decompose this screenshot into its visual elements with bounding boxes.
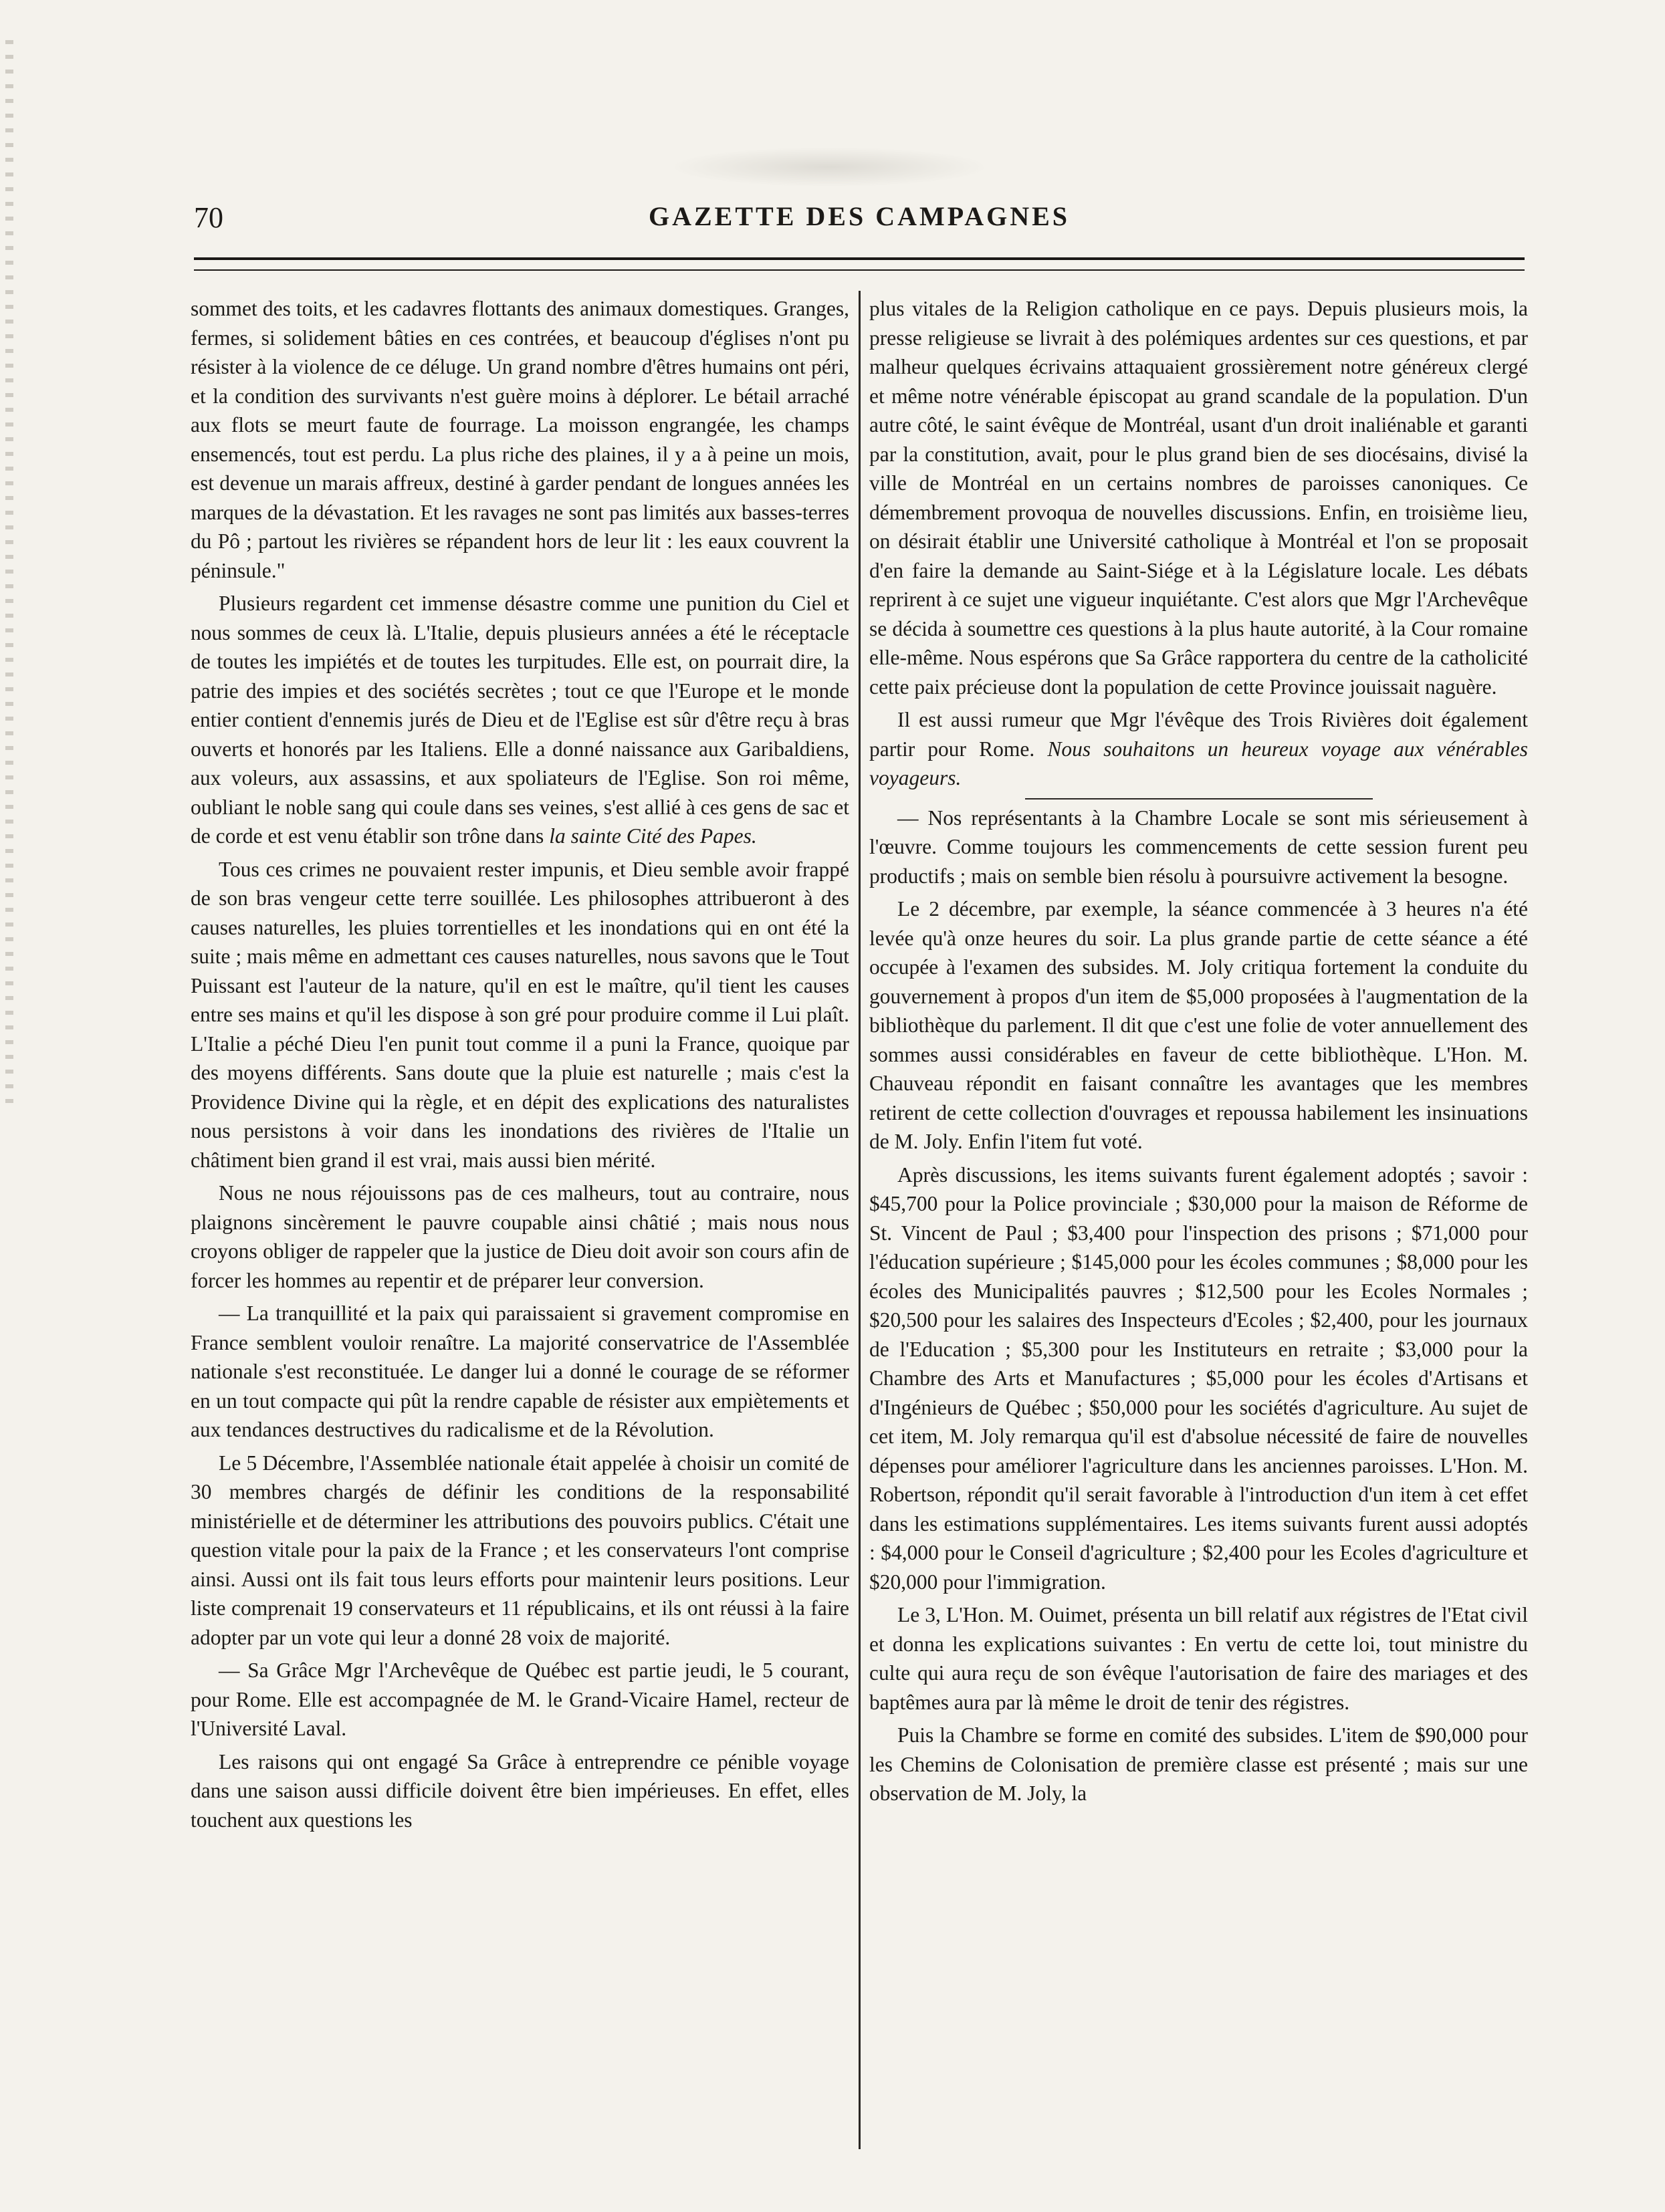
- news-item: — Nos représentants à la Chambre Locale se sont mis sérieusement à l'œuvre. Comme toujours les commencements de cette session furent peu productifs ; mais on semble bien résolu à poursuivre activement la besogne.: [869, 806, 1528, 888]
- paragraph-text: Il est aussi rumeur que Mgr l'évêque des Trois Rivières doit également partir pour Rome.: [869, 708, 1528, 761]
- column-rule: [859, 291, 861, 2149]
- article-paragraph: Puis la Chambre se forme en comité des subsides. L'item de $90,000 pour les Chemins de Colonisation de première classe est présenté ; mais sur une observation de M. Joly, la: [869, 1723, 1528, 1805]
- article-paragraph: [869, 705, 1528, 793]
- article-paragraph: Tous ces crimes ne pouvaient rester impunis, et Dieu semble avoir frappé de son bras vengeur cette terre souillée. Les philosophes attribueront à des causes naturelles, les pluies torrentielles et les inondations qui en ont été la suite ; mais même en admettant ces causes naturelles, nous savons que le Tout Puissant est l'auteur de la nature, qu'il en est le maître, qu'il tient les causes entre ses mains et qu'il les dispose à son gré pour produire comme il Lui plaît. L'Italie a péché Dieu l'en punit tout comme il a puni la France, quoique par des moyens différents. Sans doute que la pluie est naturelle ; mais c'est la Providence Divine qui la règle, et en dépit des explications des naturalistes nous persistons à voir dans les inondations des rivières de l'Italie un châtiment bien grand il est vrai, mais aussi bien mérité.: [191, 857, 849, 1172]
- page-number: 70: [194, 201, 223, 234]
- left-column: [191, 294, 849, 2179]
- article-paragraph: Le 5 Décembre, l'Assemblée nationale était appelée à choisir un comité de 30 membres chargés de définir les conditions de la responsabilité ministérielle et de déterminer les attributions des pouvoirs publics. C'était une question vitale pour la paix de la France ; et les conservateurs l'ont comprise ainsi. Aussi ont ils fait tous leurs efforts pour maintenir leurs positions. Leur liste comprenait 19 conservateurs et 11 républicains, et ils ont réussi à la faire adopter par un vote qui leur a donné 28 voix de majorité.: [191, 1451, 849, 1649]
- article-paragraph: Le 2 décembre, par exemple, la séance commencée à 3 heures n'a été levée qu'à onze heures du soir. La plus grande partie de cette séance a été occupée à l'examen des subsides. M. Joly critiqua fortement la conduite du gouvernement à propos d'un item de $5,000 proposées à l'augmentation de la bibliothèque du parlement. Il dit que c'est une folie de voter annuellement des sommes aussi considérables en faveur de cette bibliothèque. L'Hon. M. Chauveau répondit en faisant connaître les avantages que les membres retirent de cette collection d'ouvrages et repoussa habilement les insinuations de M. Joly. Enfin l'item fut voté.: [869, 897, 1528, 1153]
- news-item: — Sa Grâce Mgr l'Archevêque de Québec est partie jeudi, le 5 courant, pour Rome. Elle est accompagnée de M. le Grand-Vicaire Hamel, recteur de l'Université Laval.: [191, 1658, 849, 1740]
- article-paragraph: Après discussions, les items suivants furent également adoptés ; savoir : $45,700 pour la Police provinciale ; $30,000 pour la maison de Réforme de St. Vincent de Paul ; $3,400 pour l'inspection des prisons ; $71,000 pour l'éducation supérieure ; $145,000 pour les écoles communes ; $8,000 pour les écoles des Municipalités pauvres ; $12,500 pour les Ecoles Normales ; $20,500 pour les salaires des Inspecteurs d'Ecoles ; $2,400, pour les journaux de l'Education ; $5,300 pour les Instituteurs en retraite ; $3,000 pour la Chambre des Arts et Manufactures ; $5,000 pour les écoles d'Artisans et d'Ingénieurs de Québec ; $50,000 pour les sociétés d'agriculture. Au sujet de cet item, M. Joly remarqua qu'il est d'absolue nécessité de faire de nouvelles dépenses pour améliorer l'agriculture dans les anciennes paroisses. L'Hon. M. Robertson, répondit qu'il serait favorable à l'introduction d'un item à cet effet dans les estimations supplémentaires. Les items suivants furent aussi adoptés : $4,000 pour le Conseil d'agriculture ; $2,400 pour les Ecoles d'agriculture et $20,000 pour l'immigration.: [869, 1162, 1528, 1594]
- italic-phrase: Nous souhaitons un heureux voyage aux vénérables voyageurs.: [869, 737, 1528, 789]
- running-title: GAZETTE DES CAMPAGNES: [648, 201, 1070, 231]
- header-rule: [194, 257, 1525, 271]
- page-header: [194, 201, 1525, 241]
- scan-edge-artifact: [5, 40, 13, 1110]
- article-paragraph: Nous ne nous réjouissons pas de ces malheurs, tout au contraire, nous plaignons sincèrement le pauvre coupable ainsi châtié ; mais nous nous croyons obliger de rappeler que la justice de Dieu doit avoir son cours afin de forcer les hommes au repentir et de préparer leur conversion.: [191, 1181, 849, 1292]
- article-paragraph: plus vitales de la Religion catholique en ce pays. Depuis plusieurs mois, la presse religieuse se livrait à des polémiques ardentes sur ces questions, et par malheur quelques écrivains attaquaient grossièrement notre généreux clergé et même notre vénérable épiscopat au grand scandale de la population. D'un autre côté, le saint évêque de Montréal, usant d'un droit inaliénable et garanti par la constitution, avait, pour le plus grand bien de ses diocésains, divisé la ville de Montréal en un certains nombres de paroisses canoniques. Ce démembrement provoqua de nouvelles discussions. Enfin, en troisième lieu, on désirait établir une Université catholique à Montréal et l'on se proposait d'en faire la demande au Saint-Siége et à la Législature locale. Les débats reprirent à ce sujet une vigueur inquiétante. C'est alors que Mgr l'Archevêque se décida à soumettre ces questions à la plus haute autorité, à la Cour romaine elle-même. Nous espérons que Sa Grâce rapportera du centre de la catholicité cette paix précieuse dont la population de cette Province jouissait naguère.: [869, 297, 1528, 699]
- right-column: [869, 294, 1528, 2179]
- article-paragraph: Le 3, L'Hon. M. Ouimet, présenta un bill relatif aux régistres de l'Etat civil et donna les explications suivantes : En vertu de cette loi, tout ministre du culte qui aura reçu de son évêque l'autorisation de faire des mariages et des baptêmes aura par là même le droit de tenir des régistres.: [869, 1603, 1528, 1714]
- paragraph-text: Plusieurs regardent cet immense désastre comme une punition du Ciel et nous sommes de ceux là. L'Italie, depuis plusieurs années a été le réceptacle de toutes les impiétés et de toutes les turpitudes. Elle est, on pourrait dire, la patrie des impies et des sociétés secrètes ; tout ce que l'Europe et le monde entier contient d'ennemis jurés de Dieu et de l'Eglise est sûr d'être reçu à bras ouverts et honorés par les Italiens. Elle a donné naissance aux Garibaldiens, aux voleurs, aux assassins, et aux spoliateurs de l'Eglise. Son roi même, oubliant le noble sang qui coule dans ses veines, s'est allié à ces gens de sac et de corde et est venu établir son trône dans: [191, 592, 849, 848]
- article-paragraph: Les raisons qui ont engagé Sa Grâce à entreprendre ce pénible voyage dans une saison aussi difficile doivent être bien impérieuses. En effet, elles touchent aux questions les: [191, 1749, 849, 1832]
- news-item: — La tranquillité et la paix qui paraissaient si gravement compromise en France semblent vouloir renaître. La majorité conservatrice de l'Assemblée nationale s'est reconstituée. Le danger lui a donné le courage de se réformer en un tout compacte qui pût la rendre capable de résister aux empiètements et aux tendances destructives du radicalisme et de la Révolution.: [191, 1302, 849, 1441]
- italic-phrase: la sainte Cité des Papes.: [549, 824, 757, 848]
- article-paragraph: [191, 589, 849, 851]
- section-separator: [1025, 798, 1373, 800]
- article-paragraph: sommet des toits, et les cadavres flottants des animaux domestiques. Granges, fermes, si solidement bâties en ces contrées, et beaucoup d'églises n'ont pu résister à la violence de ce déluge. Un grand nombre d'êtres humains ont péri, et la condition des survivants n'est guère moins à déplorer. Le bétail arraché aux flots se meurt faute de fourrage. La moisson engrangée, les champs ensemencés, tout est perdu. La plus riche des plaines, il y a à peine un mois, est devenue un marais affreux, destiné à garder pendant de longues années les marques de la dévastation. Et les ravages ne sont pas limités aux basses-terres du Pô ; partout les rivières se répandent hors de leur lit : les eaux couvrent la péninsule.": [191, 297, 849, 582]
- scan-smudge: [669, 147, 990, 187]
